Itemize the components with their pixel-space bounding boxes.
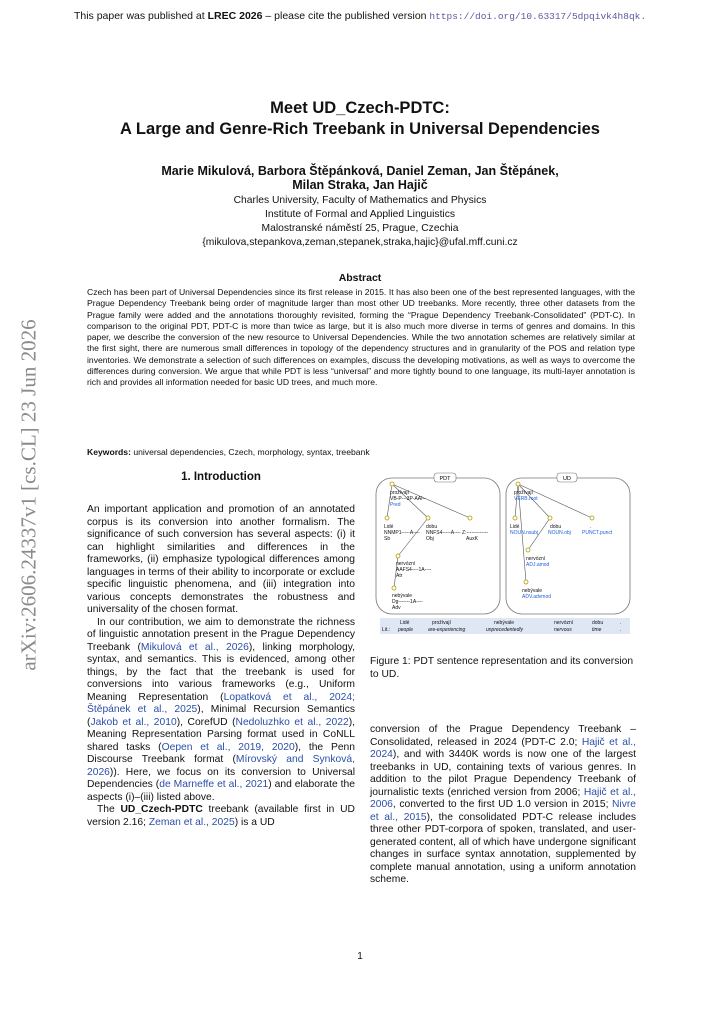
lit-word: . xyxy=(620,627,622,633)
node-tag: VB-P---3P-AAI-- xyxy=(390,496,426,502)
figure-caption: Figure 1: PDT sentence representation and its conversion to UD. xyxy=(370,656,634,680)
gloss-word: dobu xyxy=(592,620,604,626)
lit-word: time xyxy=(592,627,602,633)
page-number: 1 xyxy=(357,951,363,962)
node-rel: PUNCT.punct xyxy=(582,530,613,536)
node-form: nebývale xyxy=(392,593,413,599)
citation-link[interactable]: Mírovský and Synková, 2026 xyxy=(87,754,355,778)
pdt-node-labels xyxy=(384,490,488,611)
intro-paragraph-1: An important application and promotion of an annotated corpus is its conversion into another formalism. The significance of such conversion has several aspects: (i) it can highlight similarities and differences in the frameworks, (ii) emphasize typological differences among languages in terms of their ability to incorporate or exclude specific linguistic phenomena, and (iii) integration into various concepts demonstrates the robustness and universality of the chosen format. xyxy=(87,504,355,615)
node-rel: ADV.advmod xyxy=(522,594,551,600)
tree-node xyxy=(513,516,517,520)
paper-title xyxy=(80,98,640,140)
node-form: nervózní xyxy=(396,561,416,567)
citation-link[interactable]: de Marneffe et al., 2021 xyxy=(159,779,269,790)
arxiv-stamp-text: arXiv:2606.24337v1 [cs.CL] 23 Jun 2026 xyxy=(16,319,41,671)
pdt-label: PDT xyxy=(439,476,451,482)
section-heading: 1. Introduction xyxy=(181,471,261,483)
keywords-label: Keywords: xyxy=(87,447,131,457)
conference-name: LREC 2026 xyxy=(207,10,263,22)
notice-prefix: This paper was published at xyxy=(73,10,205,22)
lit-word: nervous xyxy=(554,627,572,633)
node-rel: ADJ.amod xyxy=(526,562,550,568)
lit-word: people xyxy=(398,627,414,633)
right-column xyxy=(370,724,636,887)
node-form: nervózní xyxy=(526,556,546,562)
notice-suffix: – please cite the published version xyxy=(265,10,427,22)
node-rel: NOUN.obj xyxy=(548,530,571,536)
node-form: prožívají xyxy=(514,490,533,496)
node-rel: Pred xyxy=(390,502,401,508)
node-form: Lidé xyxy=(510,524,520,530)
citation-link[interactable]: Zeman et al., 2025 xyxy=(148,816,235,828)
node-form: . xyxy=(590,524,592,530)
affiliation-emails: {mikulova,stepankova,zeman,stepanek,straka,hajic}@ufal.mff.cuni.cz xyxy=(202,237,518,248)
node-tag: Dg-------1A---- xyxy=(392,599,423,605)
authors-line-2: Milan Straka, Jan Hajič xyxy=(292,178,428,192)
citation-link[interactable]: Hajič et al., 2024 xyxy=(370,736,636,760)
right-paragraph: conversion of the Prague Dependency Treebank – Consolidated, released in 2024 (PDT-C 2.0; Hajič et al., 2024), and with 3440K words is now one of the largest treebanks in UD, containing texts of various genres. In addition to the pilot Prague Dependency Treebank of journalistic texts (enriched version from 2006; Hajič et al., 2006, converted to the first UD 1.0 version in 2015; Nivre et al., 2015), the consolidated PDT-C release includes three other PDT-corpora of spoken, translated, and user-generated content, all of which have undergone significant changes in surface syntax annotation, supplemented by complete manual annotation, using a uniform annotation scheme. xyxy=(370,724,637,885)
affiliation-institute: Institute of Formal and Applied Linguistics xyxy=(264,209,456,220)
ud-label: UD xyxy=(563,476,571,482)
gloss-word: nebývale xyxy=(494,620,515,626)
node-rel: Sb xyxy=(384,536,391,542)
node-rel: Atr xyxy=(396,573,403,579)
tree-node xyxy=(385,516,389,520)
tree-node xyxy=(426,516,430,520)
affiliation-university: Charles University, Faculty of Mathematics and Physics xyxy=(233,195,487,206)
tree-node xyxy=(390,482,394,486)
tree-node xyxy=(516,482,520,486)
node-rel: Obj xyxy=(426,536,434,542)
tree-node xyxy=(524,580,528,584)
doi-link[interactable]: https://doi.org/10.63317/5dpqivk4h8qk. xyxy=(429,11,647,22)
lit-word: unprecedentedly xyxy=(486,627,523,633)
node-rel: Adv xyxy=(392,605,401,611)
node-tag: AAFS4----1A---- xyxy=(396,567,432,573)
node-form: dobu xyxy=(426,524,438,530)
abstract-body: Czech has been part of Universal Dependencies since its first release in 2015. It has also been one of the best represented languages, with the Prague Dependency Treebank being order of magnitude larger than most other UD treebanks. More recently, three other datasets from the Prague family were added and the annotations thoroughly revisited, forming the “Prague Dependency Treebank-Consolidated” (PDT-C). In comparison to the original PDT, PDT-C is more than twice as large, but it is also much more diverse in terms of genres and domains. In this paper, we describe the conversion of the new resource to Universal Dependencies. While the two annotation schemes are relatively similar at the first sight, there are numerous small differences in topology of the dependency structures and in granularity of the POS and relation type inventories. We demonstrate a selection of such differences on examples, discuss the developing motivations, as well as ways to overcome the differences during conversion. We argue that while PDT is less “universal” and more tightly bound to one language, its multi-layer annotation is rich and provides all information needed for basic UD trees, and much more. xyxy=(87,287,635,388)
node-rel: AuxK xyxy=(466,536,478,542)
node-rel: NOUN.nsubj xyxy=(510,530,539,536)
citation-link[interactable]: Nedoluzhko et al., 2022 xyxy=(235,716,349,728)
left-column xyxy=(87,504,355,829)
intro-paragraph-3: The UD_Czech-PDTC treebank (available first in UD version 2.16; Zeman et al., 2025) is a UD xyxy=(87,804,355,828)
tree-node xyxy=(392,586,396,590)
node-form: prožívají xyxy=(390,490,409,496)
abstract-heading: Abstract xyxy=(338,272,382,284)
authors-line-1: Marie Mikulová, Barbora Štěpánková, Daniel Zeman, Jan Štěpánek, xyxy=(161,164,559,178)
affiliation-address: Malostranské náměstí 25, Prague, Czechia xyxy=(261,223,459,234)
gloss-word: prožívají xyxy=(432,620,451,626)
citation-link[interactable]: Nivre et al., 2015 xyxy=(370,799,636,823)
keywords xyxy=(87,447,635,457)
figure-1 xyxy=(370,472,636,640)
node-rel: VERB.root xyxy=(514,496,538,502)
arxiv-stamp xyxy=(14,300,44,690)
node-form: Z:------------- xyxy=(462,530,489,536)
node-tag: NNFS4-----A---- xyxy=(426,530,461,536)
publication-notice xyxy=(0,10,720,22)
citation-link[interactable]: Lopatková et al., 2024; Štěpánek et al., 2025 xyxy=(87,691,355,715)
citation-link[interactable]: Hajič et al., 2006 xyxy=(370,786,636,810)
tree-node xyxy=(590,516,594,520)
affiliation xyxy=(80,194,640,250)
citation-link[interactable]: Mikulová et al., 2026 xyxy=(140,641,249,653)
keywords-list: universal dependencies, Czech, morphology, syntax, treebank xyxy=(133,447,370,457)
gloss-word: . xyxy=(620,620,622,626)
node-form: dobu xyxy=(550,524,562,530)
author-list xyxy=(80,164,640,192)
node-tag: NNMP1-----A---- xyxy=(384,530,420,536)
tree-node xyxy=(548,516,552,520)
tree-node xyxy=(468,516,472,520)
gloss-word: Lidé xyxy=(400,620,410,626)
node-form: nebývale xyxy=(522,588,543,594)
title-line-2: A Large and Genre-Rich Treebank in Universal Dependencies xyxy=(120,120,600,138)
tree-node xyxy=(526,548,530,552)
node-form: Lidé xyxy=(384,524,394,530)
lit-label: Lit.: xyxy=(382,627,391,633)
lit-word: are-experiencing xyxy=(428,627,466,633)
citation-link[interactable]: Oepen et al., 2019, 2020 xyxy=(161,741,295,753)
gloss-word: nervózní xyxy=(554,620,574,626)
citation-link[interactable]: Jakob et al., 2010 xyxy=(90,716,177,728)
title-line-1: Meet UD_Czech-PDTC: xyxy=(270,99,450,117)
intro-paragraph-2: In our contribution, we aim to demonstrate the richness of linguistic annotation present in the Prague Dependency Treebank (Mikulová et al., 2026), linking morphology, syntax, and semantics. This is evidenced, among other things, by the fact that the treebank is used for conversions into various frameworks (e.g., Uniform Meaning Representation (Lopatková et al., 2024; Štěpánek et al., 2025), Minimal Recursion Semantics (Jakob et al., 2010), CorefUD (Nedoluzhko et al., 2022), Meaning Representation Parsing format used in CoNLL shared tasks (Oepen et al., 2019, 2020), the Penn Discourse Treebank format (Mírovský and Synková, 2026)). Here, we focus on its conversion to Universal Dependencies (de Marneffe et al., 2021) and elaborate the aspects (i)–(iii) listed above. xyxy=(87,616,356,803)
tree-node xyxy=(396,554,400,558)
